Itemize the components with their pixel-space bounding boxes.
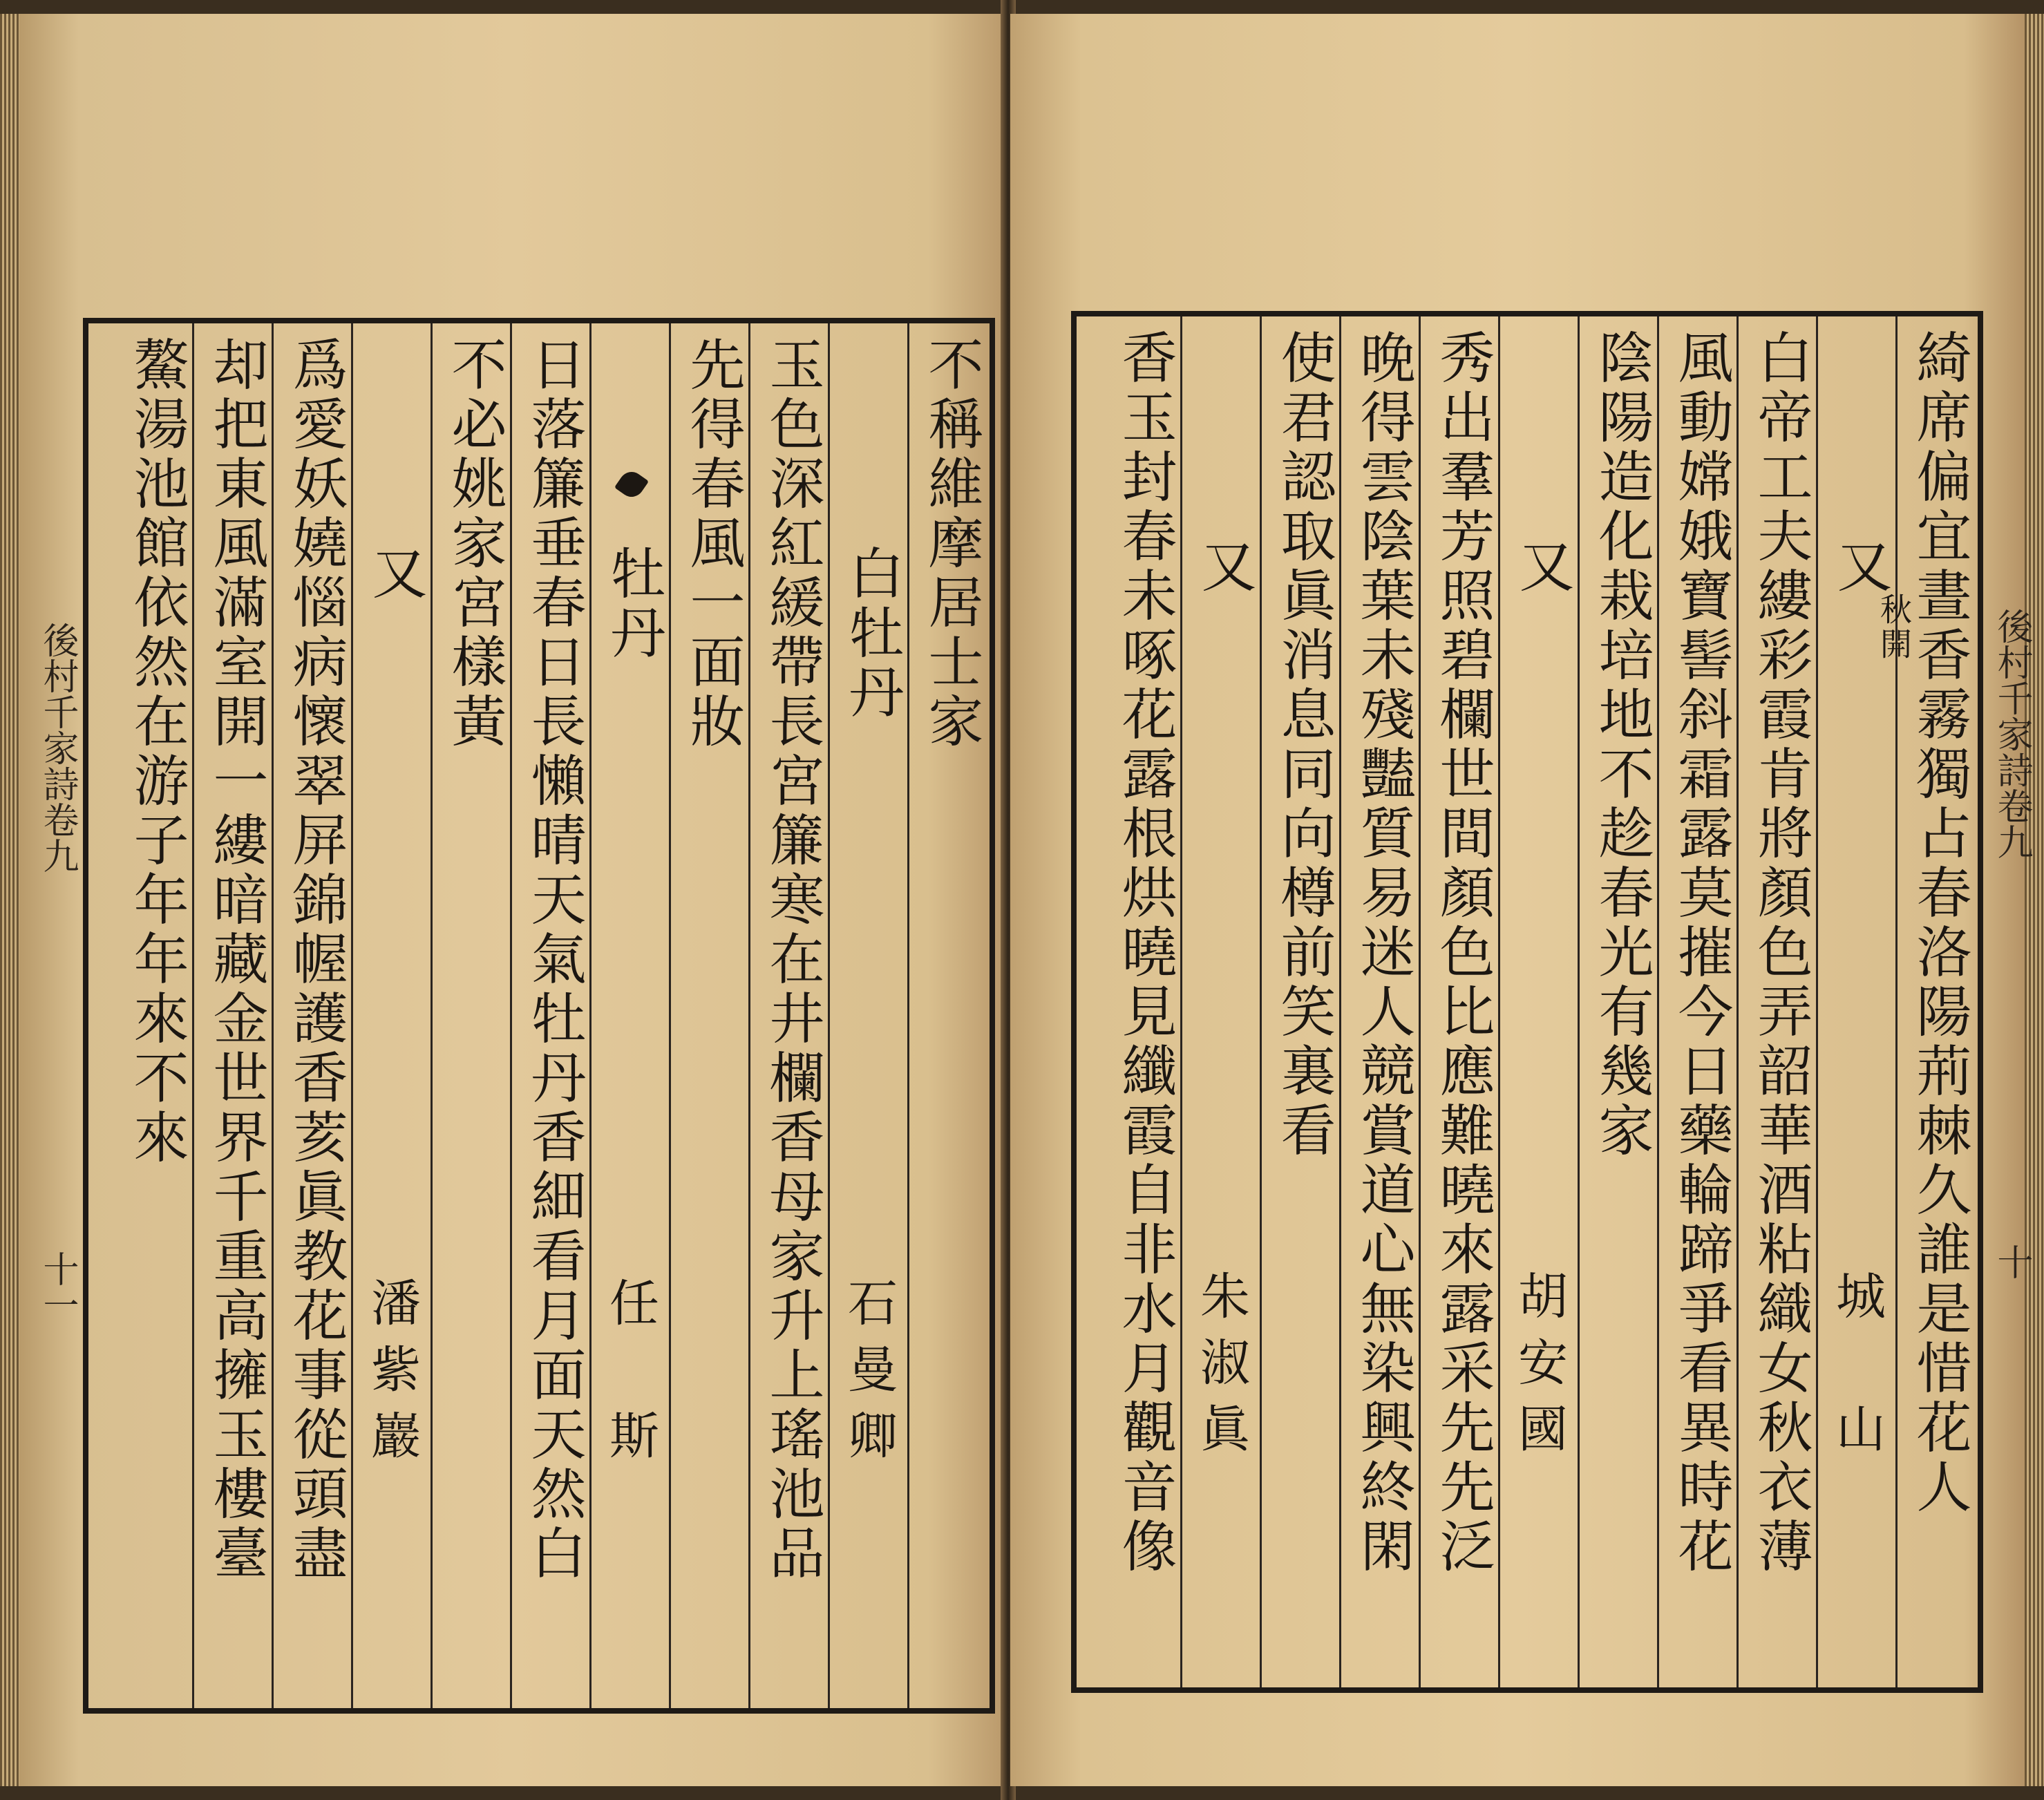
column-rule bbox=[351, 323, 353, 1708]
brush-mark bbox=[614, 467, 649, 502]
column-rule bbox=[1180, 316, 1182, 1687]
column-rule bbox=[1737, 316, 1739, 1687]
text-column-8: 晚得雲陰葉未殘豔質易迷人競賞道心無染興終閑 bbox=[1351, 329, 1415, 1577]
poem-title-you: 又 bbox=[1192, 538, 1256, 597]
text-column-3: 白帝工夫縷彩霞肯將顏色弄韶華酒粘織女秋衣薄 bbox=[1748, 329, 1813, 1577]
page-edge-left bbox=[0, 14, 19, 1786]
column-rule bbox=[1339, 316, 1341, 1687]
author-pan-ziyan: 潘紫巖 bbox=[363, 1277, 421, 1476]
column-rule bbox=[1578, 316, 1580, 1687]
column-rule bbox=[1260, 316, 1262, 1687]
author-shi-manqing: 石曼卿 bbox=[840, 1277, 898, 1476]
author-chengshan: 城 山 bbox=[1828, 1270, 1886, 1469]
text-column-11: 鰲湯池館依然在游子年年來不來 bbox=[124, 336, 189, 1168]
poem-note-qiukai: 秋開 bbox=[1875, 593, 1913, 662]
text-column-6: 日落簾垂春日長懶晴天氣牡丹香細看月面天然白 bbox=[522, 336, 586, 1584]
column-rule bbox=[828, 323, 830, 1708]
text-column-9: 使君認取眞消息同向樽前笑裏看 bbox=[1271, 329, 1336, 1161]
text-column-1: 綺席偏宜晝香霧獨占春洛陽荊棘久誰是惜花人 bbox=[1907, 329, 1971, 1517]
column-rule bbox=[1498, 316, 1500, 1687]
column-rule bbox=[589, 323, 592, 1708]
right-page bbox=[1010, 14, 2032, 1786]
text-column-1: 不稱維摩居士家 bbox=[919, 336, 983, 752]
column-rule bbox=[669, 323, 671, 1708]
text-column-11: 香玉封春未啄花露根烘曉見纖霞自非水月觀音像 bbox=[1113, 329, 1177, 1577]
column-rule bbox=[510, 323, 512, 1708]
text-column-10: 却把東風滿室開一縷暗藏金世界千重高擁玉樓臺 bbox=[204, 336, 268, 1584]
author-hu-anguo: 胡安國 bbox=[1510, 1270, 1568, 1469]
column-rule bbox=[192, 323, 194, 1708]
column-rule bbox=[1657, 316, 1659, 1687]
text-column-9: 爲愛妖嬈惱病懷翠屏錦幄護香荄眞教花事從頭盡 bbox=[283, 336, 348, 1584]
author-ren-si: 任 斯 bbox=[601, 1277, 659, 1476]
left-page bbox=[19, 14, 1007, 1786]
text-column-4: 風動嫦娥寶髻斜霜露莫摧今日藥輪蹄爭看異時花 bbox=[1669, 329, 1733, 1577]
column-rule bbox=[1895, 316, 1898, 1687]
text-column-5: 陰陽造化栽培地不趁春光有幾家 bbox=[1589, 329, 1654, 1161]
text-column-7: 秀出羣芳照碧欄世間顏色比應難曉來露采先先泛 bbox=[1430, 329, 1495, 1577]
page-edge-right bbox=[2025, 14, 2044, 1786]
text-column-4: 先得春風一面妝 bbox=[681, 336, 745, 752]
poem-title-bai-mudan: 白牡丹 bbox=[840, 544, 904, 723]
text-column-7: 不必姚家宮樣黃 bbox=[442, 336, 507, 752]
text-column-3: 玉色深紅緩帶長宮簾寒在井欄香母家升上瑤池品 bbox=[760, 336, 824, 1584]
poem-title-you: 又 bbox=[1828, 538, 1892, 597]
column-rule bbox=[1816, 316, 1818, 1687]
author-zhu-shuzhen: 朱淑眞 bbox=[1192, 1270, 1250, 1469]
column-rule bbox=[272, 323, 274, 1708]
left-margin-page-number: 十一 bbox=[37, 1251, 78, 1323]
right-text-frame bbox=[1071, 311, 1983, 1693]
poem-title-you: 又 bbox=[363, 544, 427, 604]
column-rule bbox=[1419, 316, 1421, 1687]
column-rule bbox=[748, 323, 750, 1708]
right-margin-page-number: 十 bbox=[1991, 1244, 2032, 1280]
poem-title-mudan: 牡丹 bbox=[601, 544, 665, 663]
column-rule bbox=[430, 323, 433, 1708]
column-rule bbox=[907, 323, 909, 1708]
poem-title-you: 又 bbox=[1510, 538, 1574, 597]
left-text-frame bbox=[83, 318, 995, 1714]
left-margin-title: 後村千家詩卷九 bbox=[37, 622, 78, 873]
right-margin-title: 後村千家詩卷九 bbox=[1991, 608, 2032, 860]
